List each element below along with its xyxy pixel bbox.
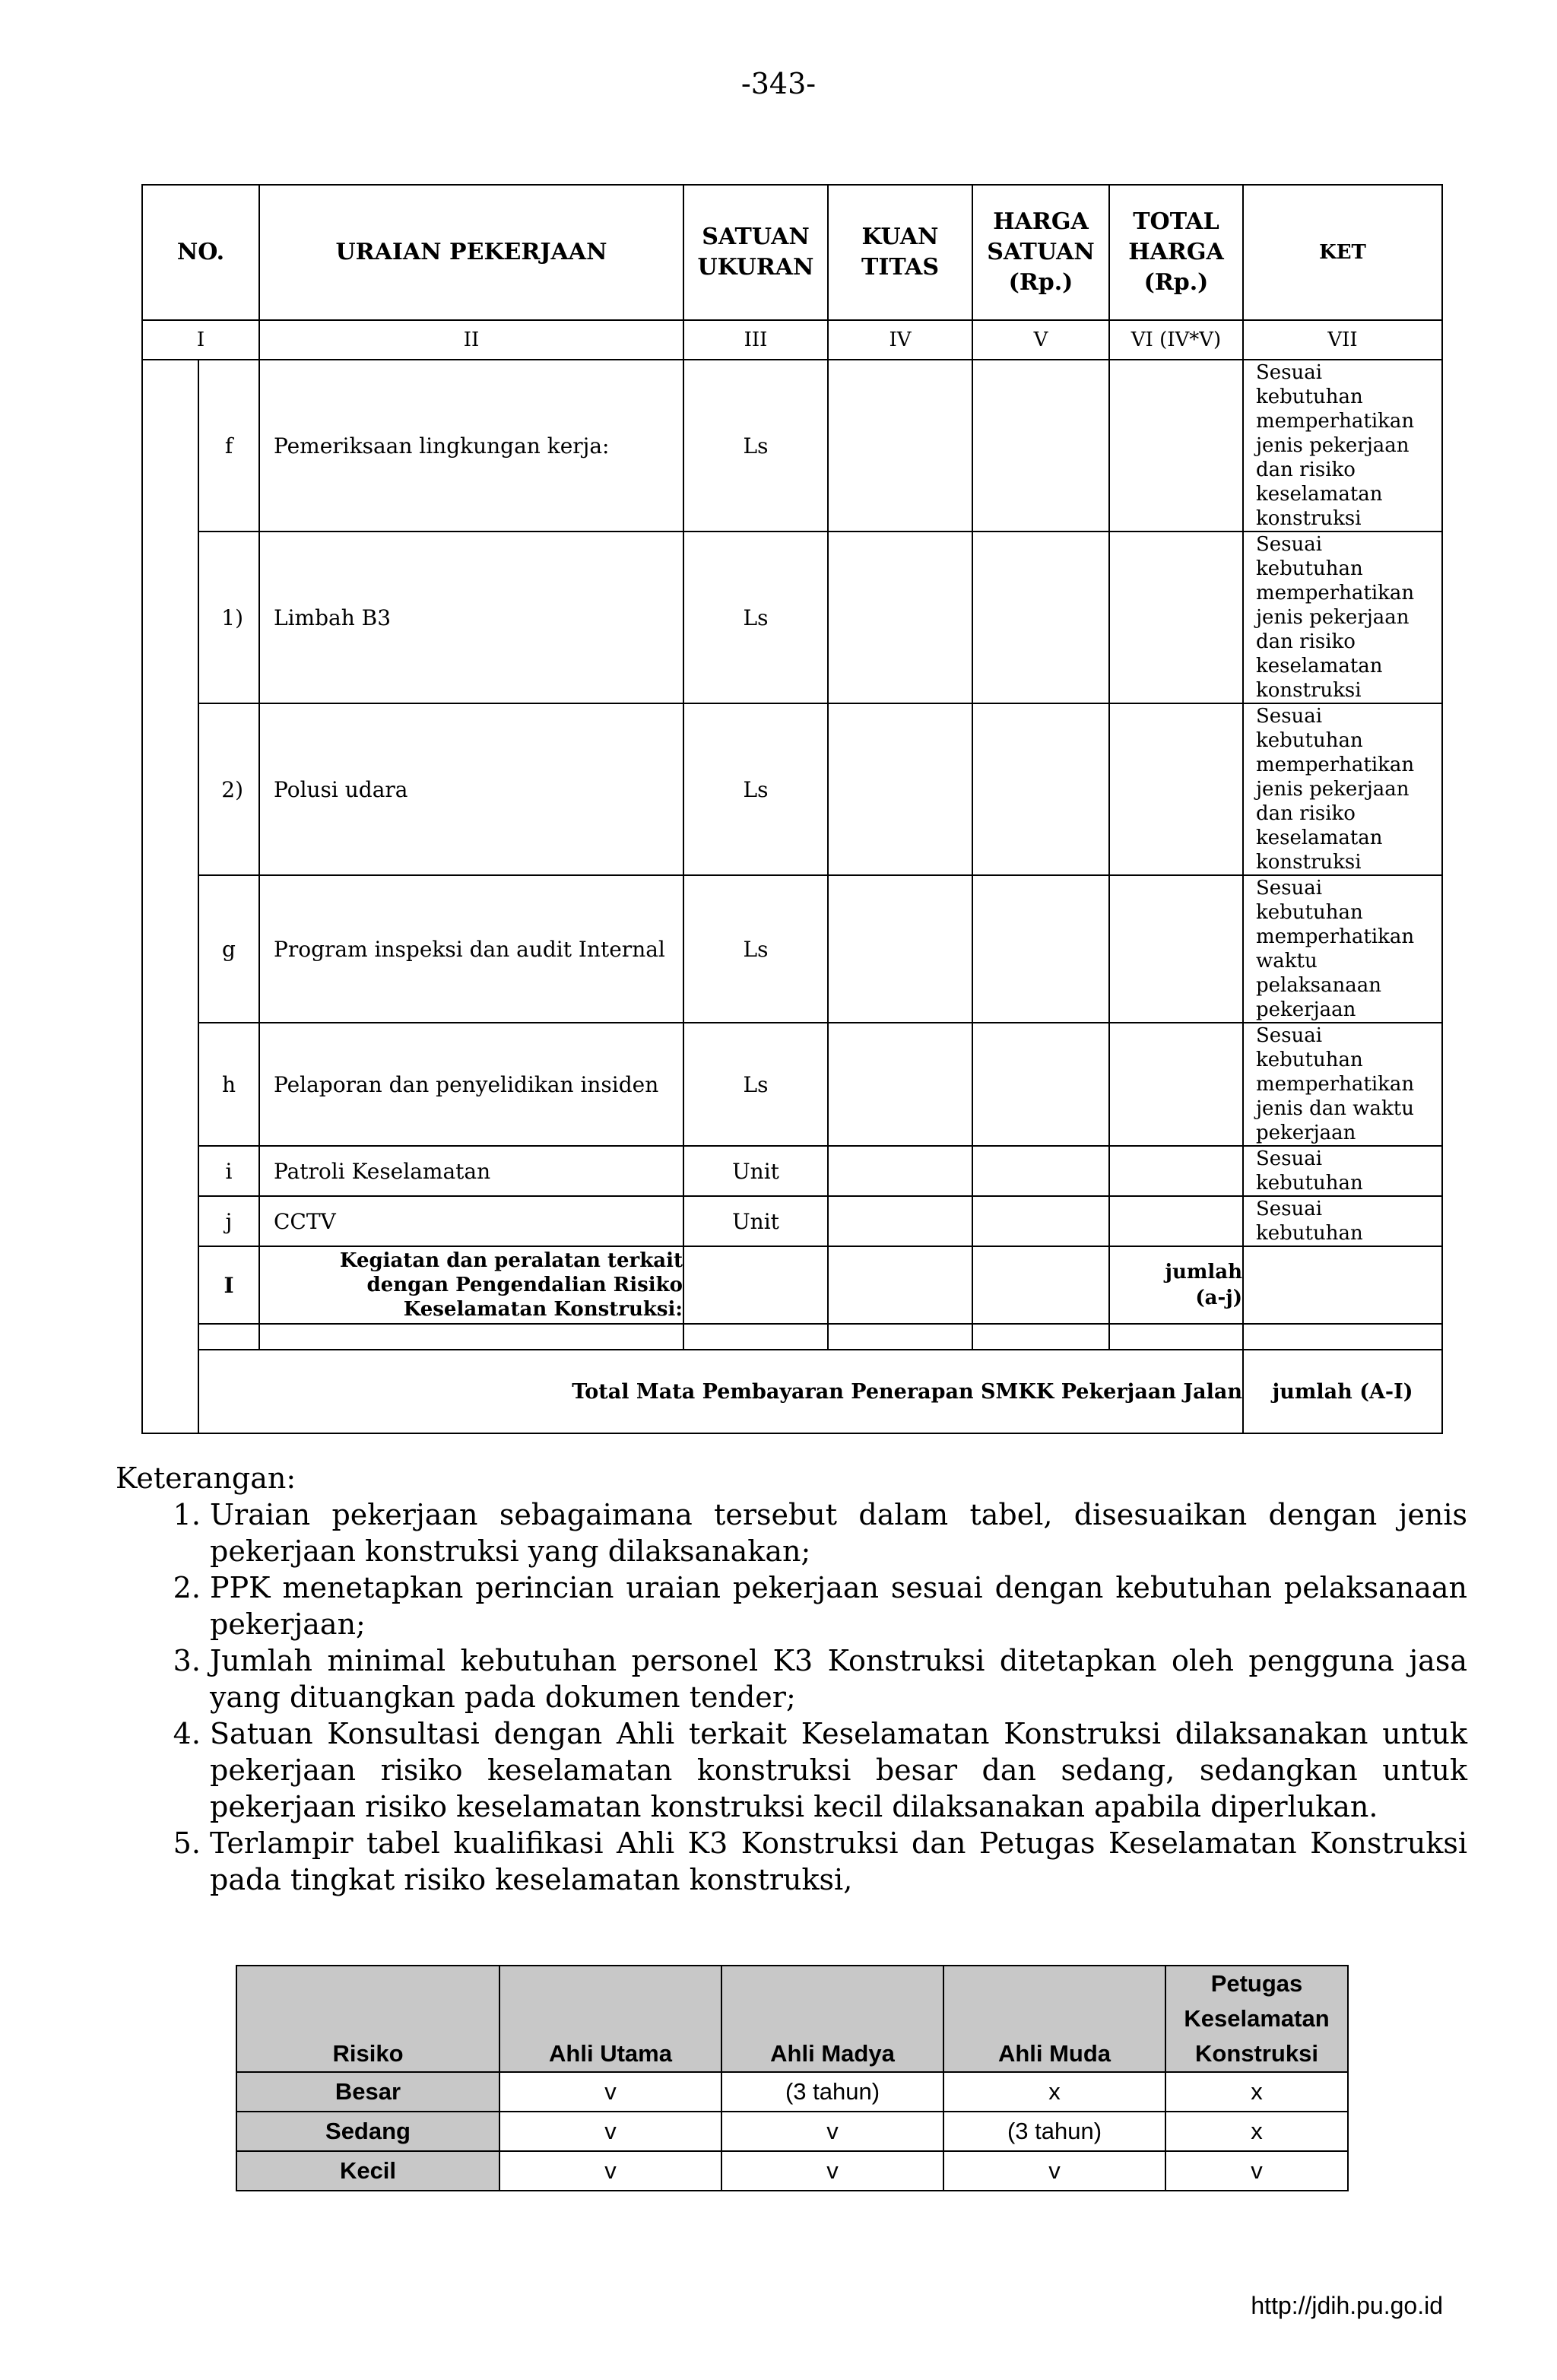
row-harga (972, 360, 1109, 532)
row-uraian: Patroli Keselamatan (259, 1146, 683, 1196)
list-item: 2. PPK menetapkan perincian uraian pekerjaan sesuai dengan kebutuhan pelaksanaan pekerjaan; (210, 1569, 1467, 1642)
risk-row (236, 2072, 1348, 2112)
row-total (1109, 1196, 1243, 1246)
row-total (1109, 360, 1243, 532)
roman-numeral: VII (1243, 320, 1442, 360)
row-no: f (198, 360, 259, 532)
list-item: 3. Jumlah minimal kebutuhan personel K3 Konstruksi ditetapkan oleh pengguna jasa yang dituangkan pada dokumen tender; (210, 1642, 1467, 1715)
row-total (1109, 875, 1243, 1023)
summary-value: jumlah (a-j) (1109, 1246, 1243, 1324)
roman-numeral: VI (IV*V) (1109, 320, 1243, 360)
header-harga-satuan: HARGA SATUAN (Rp.) (972, 185, 1109, 320)
row-no: g (198, 875, 259, 1023)
risk-header: Ahli Utama (499, 1966, 721, 2072)
row-kuantitas (828, 703, 972, 875)
risk-header: Risiko (236, 1966, 499, 2072)
notes-title: Keterangan: (116, 1461, 296, 1495)
risk-cell: (3 tahun) (943, 2112, 1165, 2151)
total-value: jumlah (A-I) (1243, 1350, 1442, 1433)
row-uraian: Pemeriksaan lingkungan kerja: (259, 360, 683, 532)
row-kuantitas (828, 360, 972, 532)
risk-cell: x (1165, 2072, 1348, 2112)
total-label: Total Mata Pembayaran Penerapan SMKK Pekerjaan Jalan (198, 1350, 1243, 1433)
risk-level: Besar (236, 2072, 499, 2112)
row-harga (972, 1146, 1109, 1196)
risk-row (236, 2151, 1348, 2191)
row-no: j (198, 1196, 259, 1246)
row-kuantitas (828, 875, 972, 1023)
row-kuantitas (828, 1023, 972, 1146)
summary-no: I (198, 1246, 259, 1324)
row-no: h (198, 1023, 259, 1146)
row-harga (972, 875, 1109, 1023)
row-ket: Sesuai kebutuhan (1243, 1146, 1442, 1196)
row-total (1109, 703, 1243, 875)
list-item: 1. Uraian pekerjaan sebagaimana tersebut dalam tabel, disesuaikan dengan jenis pekerjaan konstruksi yang dilaksanakan; (210, 1496, 1467, 1569)
risk-cell: v (499, 2072, 721, 2112)
summary-empty (972, 1246, 1109, 1324)
header-ket: KET (1243, 185, 1442, 320)
row-uraian: Program inspeksi dan audit Internal (259, 875, 683, 1023)
row-uraian: Polusi udara (259, 703, 683, 875)
risk-cell: x (1165, 2112, 1348, 2151)
risk-header: Ahli Muda (943, 1966, 1165, 2072)
footer-url[interactable]: http://jdih.pu.go.id (1251, 2292, 1443, 2319)
header-row (142, 185, 1442, 320)
row-uraian: Pelaporan dan penyelidikan insiden (259, 1023, 683, 1146)
risk-cell: v (499, 2112, 721, 2151)
risk-row (236, 2112, 1348, 2151)
row-satuan: Ls (683, 875, 828, 1023)
row-no: i (198, 1146, 259, 1196)
risk-cell: v (499, 2151, 721, 2191)
table-row (142, 532, 1442, 703)
summary-empty (1243, 1246, 1442, 1324)
roman-numeral: V (972, 320, 1109, 360)
table-row (142, 875, 1442, 1023)
risk-cell: v (943, 2151, 1165, 2191)
risk-cell: v (1165, 2151, 1348, 2191)
risk-level: Sedang (236, 2112, 499, 2151)
risk-cell: (3 tahun) (721, 2072, 943, 2112)
spacer-row (142, 1324, 1442, 1350)
page-number: -343- (740, 67, 817, 100)
risk-header-row (236, 1966, 1348, 2072)
row-satuan: Ls (683, 703, 828, 875)
header-uraian: URAIAN PEKERJAAN (259, 185, 683, 320)
row-kuantitas (828, 1146, 972, 1196)
risk-header: Ahli Madya (721, 1966, 943, 2072)
row-ket: Sesuai kebutuhan memperhatikan jenis pekerjaan dan risiko keselamatan konstruksi (1243, 360, 1442, 532)
row-satuan: Ls (683, 1023, 828, 1146)
row-satuan: Ls (683, 360, 828, 532)
indent-cell (142, 360, 198, 1433)
header-no: NO. (142, 185, 259, 320)
header-total-harga: TOTAL HARGA (Rp.) (1109, 185, 1243, 320)
summary-empty (683, 1246, 828, 1324)
cost-table (141, 184, 1443, 1434)
summary-label: Kegiatan dan peralatan terkait dengan Pengendalian Risiko Keselamatan Konstruksi: (259, 1246, 683, 1324)
row-total (1109, 532, 1243, 703)
table-row (142, 1023, 1442, 1146)
summary-row (142, 1246, 1442, 1324)
row-ket: Sesuai kebutuhan (1243, 1196, 1442, 1246)
row-harga (972, 1196, 1109, 1246)
row-total (1109, 1023, 1243, 1146)
row-no: 2) (198, 703, 259, 875)
row-kuantitas (828, 532, 972, 703)
row-harga (972, 532, 1109, 703)
list-item: 4. Satuan Konsultasi dengan Ahli terkait Keselamatan Konstruksi dilaksanakan untuk pekerjaan risiko keselamatan konstruksi besar dan sedang, sedangkan untuk pekerjaan risiko keselamatan konstruksi kecil dilaksanakan apabila diperlukan. (210, 1715, 1467, 1825)
roman-numeral: III (683, 320, 828, 360)
row-harga (972, 703, 1109, 875)
header-kuantitas: KUAN TITAS (828, 185, 972, 320)
table-row (142, 360, 1442, 532)
roman-numeral: I (142, 320, 259, 360)
row-satuan: Ls (683, 532, 828, 703)
risk-qualification-table (236, 1965, 1349, 2191)
table-row (142, 703, 1442, 875)
row-ket: Sesuai kebutuhan memperhatikan jenis pekerjaan dan risiko keselamatan konstruksi (1243, 532, 1442, 703)
list-item: 5. Terlampir tabel kualifikasi Ahli K3 Konstruksi dan Petugas Keselamatan Konstruksi pada tingkat risiko keselamatan konstruksi, (210, 1825, 1467, 1898)
row-uraian: Limbah B3 (259, 532, 683, 703)
row-ket: Sesuai kebutuhan memperhatikan waktu pelaksanaan pekerjaan (1243, 875, 1442, 1023)
row-no: 1) (198, 532, 259, 703)
row-ket: Sesuai kebutuhan memperhatikan jenis dan waktu pekerjaan (1243, 1023, 1442, 1146)
row-satuan: Unit (683, 1146, 828, 1196)
row-kuantitas (828, 1196, 972, 1246)
risk-cell: x (943, 2072, 1165, 2112)
row-harga (972, 1023, 1109, 1146)
roman-row (142, 320, 1442, 360)
risk-header: Petugas Keselamatan Konstruksi (1165, 1966, 1348, 2072)
row-total (1109, 1146, 1243, 1196)
roman-numeral: II (259, 320, 683, 360)
row-satuan: Unit (683, 1196, 828, 1246)
roman-numeral: IV (828, 320, 972, 360)
table-row (142, 1146, 1442, 1196)
notes-list (116, 1496, 1467, 1898)
summary-empty (828, 1246, 972, 1324)
risk-level: Kecil (236, 2151, 499, 2191)
notes-section (116, 1460, 1467, 1898)
row-uraian: CCTV (259, 1196, 683, 1246)
header-satuan: SATUAN UKURAN (683, 185, 828, 320)
row-ket: Sesuai kebutuhan memperhatikan jenis pekerjaan dan risiko keselamatan konstruksi (1243, 703, 1442, 875)
risk-cell: v (721, 2112, 943, 2151)
table-row (142, 1196, 1442, 1246)
total-row (142, 1350, 1442, 1433)
risk-cell: v (721, 2151, 943, 2191)
